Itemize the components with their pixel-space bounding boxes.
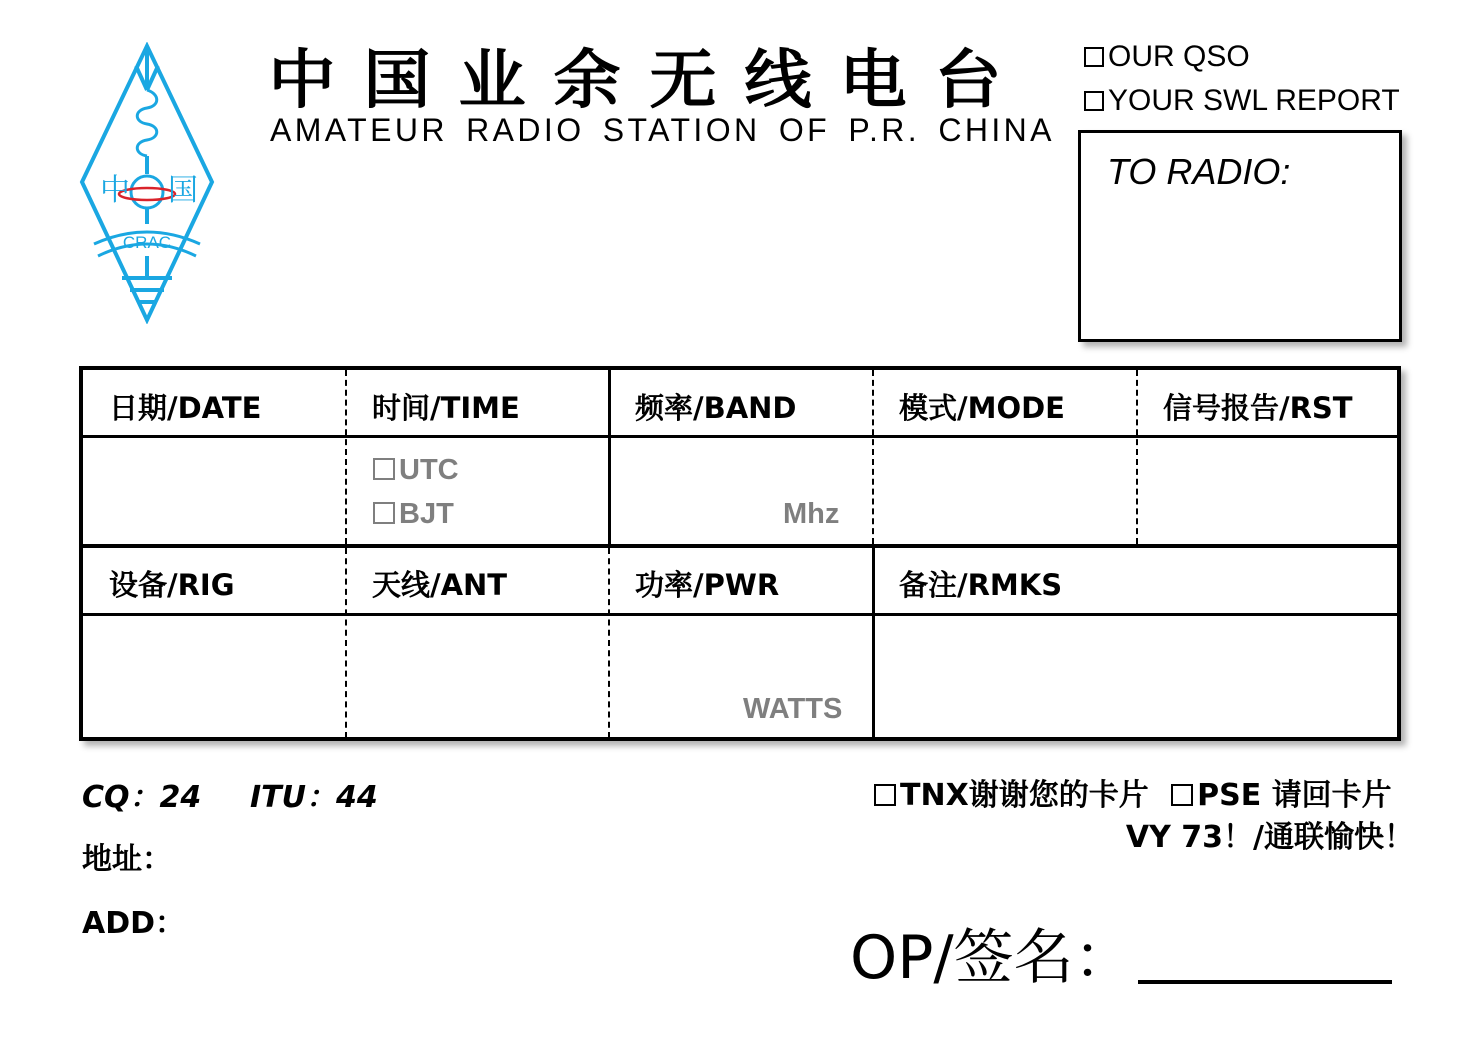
title-char: 业: [458, 44, 526, 118]
utc-checkbox[interactable]: [373, 458, 395, 480]
tnx-checkbox[interactable]: [874, 784, 896, 806]
header-band: 频率/BAND: [635, 391, 797, 425]
col-divider: [345, 370, 347, 544]
rmks-field[interactable]: [875, 616, 1397, 738]
logo-char-right: 国: [168, 173, 198, 208]
rst-field[interactable]: [1138, 438, 1397, 544]
address-en-label: ADD：: [82, 906, 186, 941]
card-request-line: [874, 770, 1392, 814]
logo-org-text: CRAC: [122, 233, 172, 252]
itu-zone: ITU：44: [250, 780, 378, 815]
crac-logo: [78, 42, 216, 324]
title-char: 电: [839, 44, 907, 118]
tnx-label: TNX谢谢您的卡片: [900, 778, 1149, 813]
row-divider: [83, 544, 1397, 548]
pse-label: PSE 请回卡片: [1197, 778, 1392, 813]
our-qso-checkbox[interactable]: [1084, 47, 1104, 67]
signature-label: OP/签名：: [850, 923, 1134, 993]
header-rig: 设备/RIG: [109, 568, 235, 602]
title-char: 余: [553, 44, 622, 118]
title-char: 无: [648, 44, 717, 118]
title-char: 中: [268, 44, 336, 118]
your-swl-checkbox[interactable]: [1084, 91, 1104, 111]
header-time: 时间/TIME: [372, 391, 520, 425]
ant-field[interactable]: [347, 616, 608, 738]
band-unit: Mhz: [783, 498, 840, 530]
header-mode: 模式/MODE: [899, 391, 1065, 425]
title-char: 线: [744, 44, 812, 118]
our-qso-label: OUR QSO: [1108, 40, 1250, 73]
rig-field[interactable]: [83, 616, 345, 738]
bjt-label: BJT: [399, 498, 454, 530]
bjt-option[interactable]: [373, 498, 454, 531]
header-ant: 天线/ANT: [372, 568, 508, 602]
date-field[interactable]: [83, 438, 345, 544]
header-rst: 信号报告/RST: [1163, 391, 1353, 425]
header-rmks: 备注/RMKS: [899, 568, 1063, 602]
your-swl-option[interactable]: [1084, 84, 1400, 118]
pse-checkbox[interactable]: [1171, 784, 1193, 806]
cq-zone: CQ：24: [82, 780, 202, 815]
title-char: 国: [363, 44, 431, 118]
utc-option[interactable]: [373, 454, 459, 487]
bjt-checkbox[interactable]: [373, 502, 395, 524]
col-divider: [608, 370, 611, 544]
qso-table: [79, 366, 1401, 741]
col-divider: [608, 548, 610, 738]
station-title-en: AMATEUR RADIO STATION OF P.R. CHINA: [270, 112, 1055, 148]
your-swl-label: YOUR SWL REPORT: [1108, 84, 1400, 117]
to-radio-box[interactable]: [1078, 130, 1402, 342]
power-unit: WATTS: [743, 693, 843, 725]
our-qso-option[interactable]: [1084, 40, 1250, 74]
to-radio-label: TO RADIO:: [1107, 151, 1291, 192]
header-date: 日期/DATE: [109, 391, 262, 425]
mode-field[interactable]: [874, 438, 1136, 544]
signature-line[interactable]: [1138, 980, 1392, 984]
logo-char-left: 中: [100, 173, 130, 208]
header-pwr: 功率/PWR: [635, 568, 780, 602]
closing-line: VY 73！/通联愉快！: [1125, 820, 1414, 855]
address-cn-label: 地址：: [82, 842, 172, 877]
station-title-cn: [270, 42, 1000, 120]
utc-label: UTC: [399, 454, 459, 486]
title-char: 台: [934, 44, 1002, 118]
